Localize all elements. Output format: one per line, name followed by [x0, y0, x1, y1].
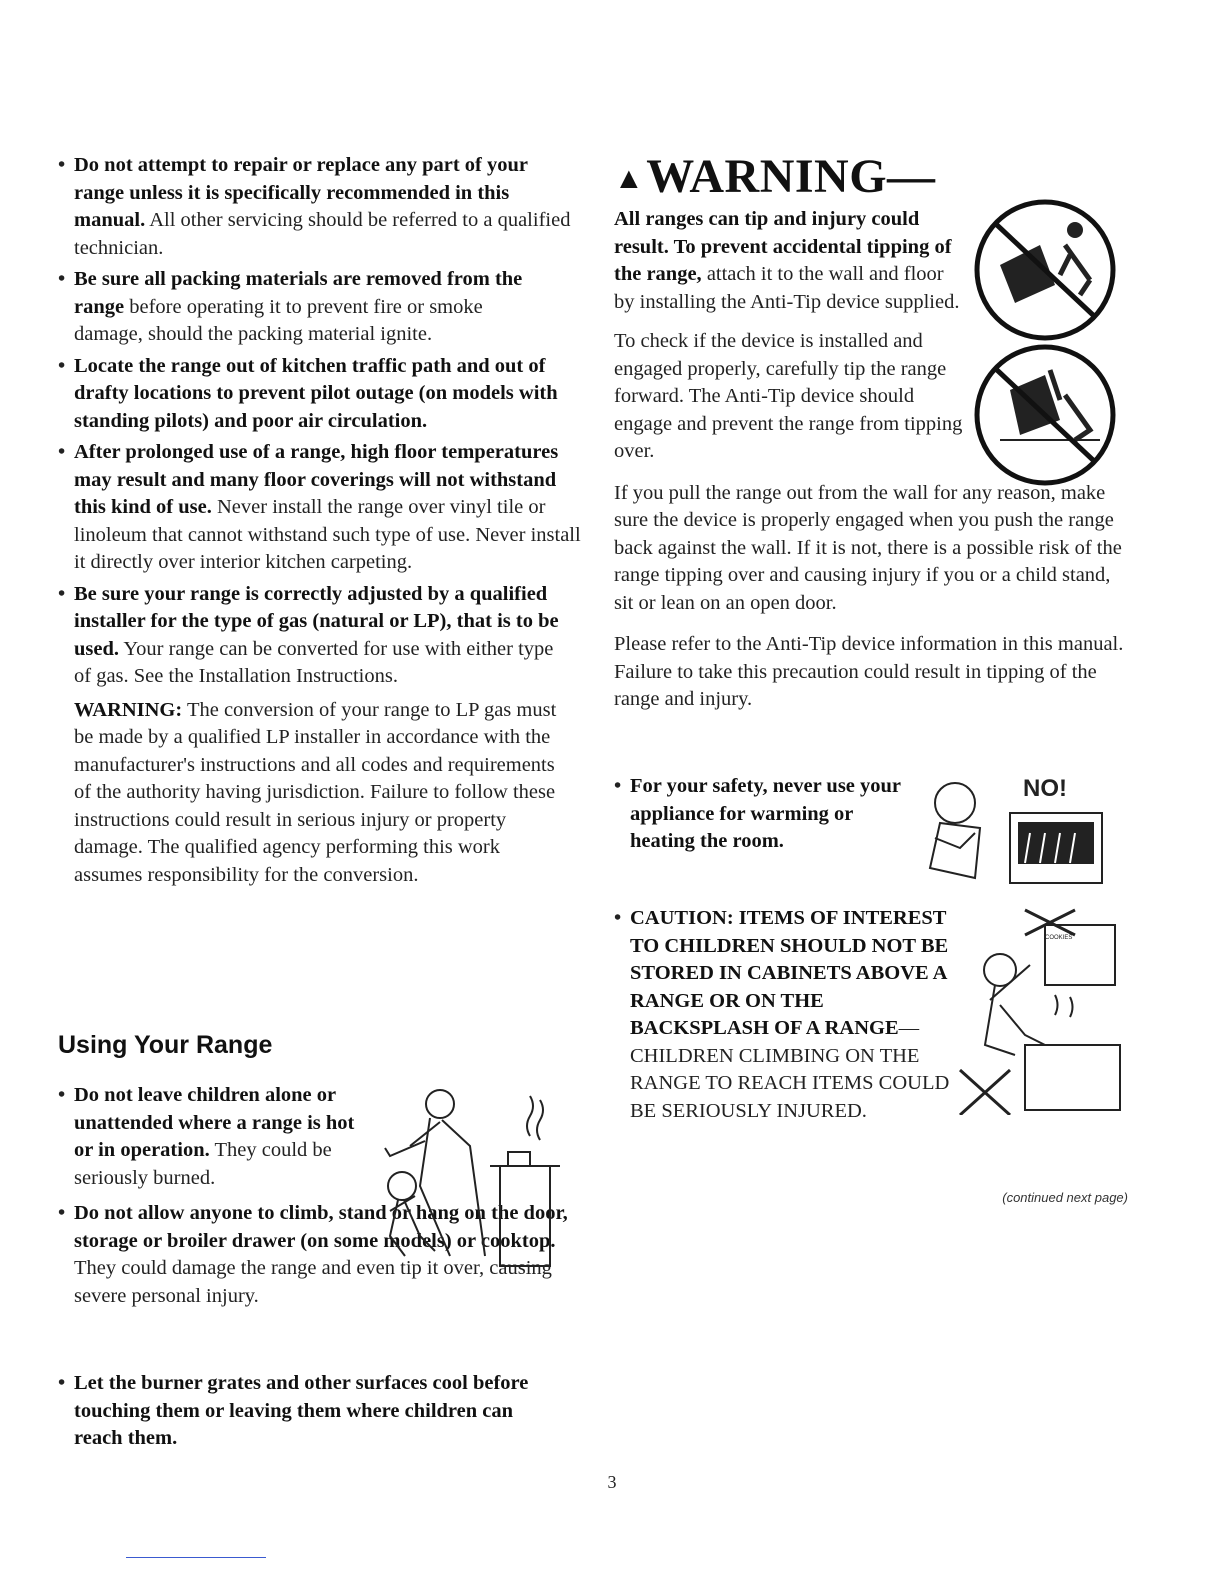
warning-text: The conversion of your range to LP gas must be made by a qualified LP installer in accordance with the manufacturer's instructions and all codes and requirements of the authority having jurisdiction. Failure to follow these instructions could result in serious injury or property damage. The qualified agency performing this work assumes responsibility for the conversion. — [74, 698, 557, 886]
warning-paragraph-2: To check if the device is installed and engaged properly, carefully tip the range forward. The Anti-Tip device should engage and prevent the range from tipping over. — [614, 330, 963, 462]
parent-child-range-illustration — [380, 1086, 570, 1276]
left-column — [58, 152, 581, 889]
warning-title-text: WARNING— — [646, 150, 936, 203]
no-label: NO! — [1023, 775, 1067, 802]
warning-paragraph-4: Please refer to the Anti-Tip device information in this manual. Failure to take this precaution could result in tipping of the range and injury. — [614, 633, 1124, 710]
bullet-bold: Be sure all packing materials are removed from the range — [74, 268, 523, 318]
continued-note: (continued next page) — [1002, 1190, 1128, 1205]
child-climbing-range-illustration — [955, 905, 1125, 1115]
bullet-bold: After prolonged use of a range, high floor temperatures may result and many floor coverings will not withstand this kind of use. — [74, 441, 559, 518]
conversion-warning — [58, 697, 564, 890]
cookie-jar-label: COOKIES — [1045, 935, 1073, 941]
list-item — [58, 1082, 374, 1192]
list-item — [614, 905, 950, 1125]
bullet-text: They could be seriously burned. — [74, 1139, 332, 1189]
caution-text: —CHILDREN CLIMBING ON THE RANGE TO REACH ITEMS COULD BE SERIOUSLY INJURED. — [630, 1017, 950, 1122]
list-item — [614, 773, 915, 856]
bullet-text: Your range can be converted for use with either type of gas. See the Installation Instructions. — [74, 637, 554, 687]
no-tipping-icon — [970, 195, 1120, 345]
bullet-bold: Locate the range out of kitchen traffic path and out of drafty locations to prevent pilot outage (on models with standing pilots) and poor air circulation. — [74, 354, 558, 432]
warning-text: attach it to the wall and floor by installing the Anti-Tip device supplied. — [614, 263, 960, 313]
section-title: Using Your Range — [58, 1031, 273, 1059]
warning-paragraph-1 — [614, 206, 966, 316]
bullet-bold: Be sure your range is correctly adjusted by a qualified installer for the type of gas (natural or LP), that is to be used. — [74, 582, 559, 660]
bullet-bold: For your safety, never use your appliance for warming or heating the room. — [630, 775, 901, 852]
list-item — [58, 439, 584, 577]
list-item — [58, 581, 574, 691]
bullet-text: They could damage the range and even tip it over, causing severe personal injury. — [74, 1257, 552, 1307]
warning-label: WARNING: — [74, 698, 183, 721]
bullet-bold: Do not leave children alone or unattended where a range is hot or in operation. — [74, 1084, 355, 1161]
no-tipping-icon — [970, 340, 1120, 490]
warning-paragraph-3: If you pull the range out from the wall for any reason, make sure the device is properly engaged when you push the range back against the wall. If it is not, there is a possible risk of the range tipping over and causing injury if you or a child stand, sit or lean on an open door. — [614, 481, 1122, 614]
page-number: 3 — [607, 1472, 617, 1492]
list-item — [58, 1370, 544, 1453]
warning-bold: All ranges can tip and injury could result. To prevent accidental tipping of the range, — [614, 208, 952, 285]
bullet-bold: Let the burner grates and other surfaces cool before touching them or leaving them where children can reach them. — [74, 1372, 529, 1449]
heating-room-illustration — [915, 768, 1115, 893]
caution-bold: CAUTION: ITEMS OF INTEREST TO CHILDREN SHOULD NOT BE STORED IN CABINETS ABOVE A RANGE OR ON THE BACKSPLASH OF A RANGE — [630, 907, 949, 1039]
bullet-text: Never install the range over vinyl tile or linoleum that cannot withstand such type of use. Never install it directly over interior kitchen carpeting. — [74, 496, 581, 573]
bullet-text: before operating it to prevent fire or smoke damage, should the packing material ignite. — [74, 295, 483, 345]
bullet-bold: Do not allow anyone to climb, stand or hang on the door, storage or broiler drawer (on some models) or cooktop. — [74, 1202, 568, 1252]
list-item — [58, 353, 584, 436]
warning-triangle-icon: ▲ — [614, 162, 645, 195]
bullet-bold: Do not attempt to repair or replace any part of your range unless it is specifically recommended in this manual. — [74, 154, 528, 231]
bullet-text: All other servicing should be referred to a qualified technician. — [74, 209, 571, 259]
footer-line — [126, 1557, 266, 1558]
list-item — [58, 266, 539, 349]
list-item — [58, 152, 574, 262]
